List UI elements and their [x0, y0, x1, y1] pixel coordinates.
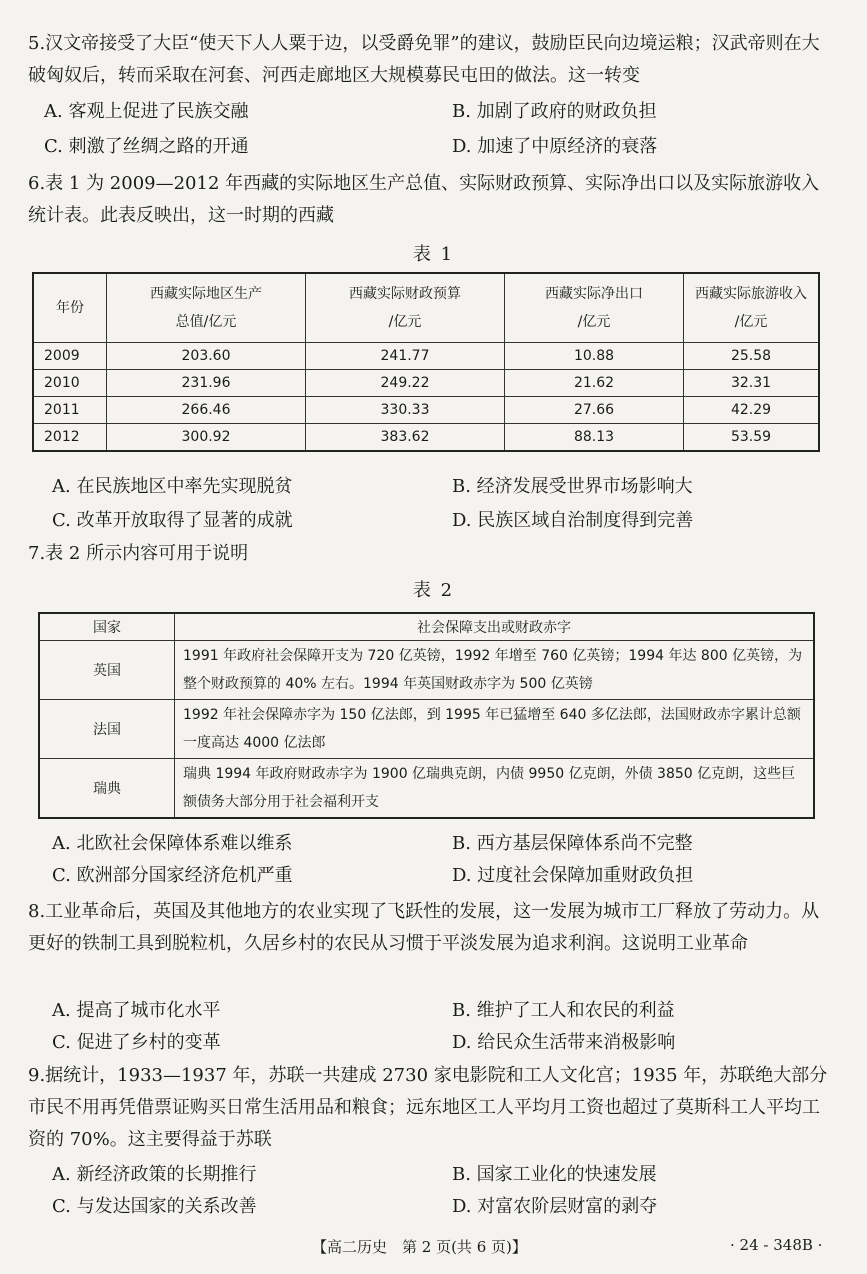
question-8-option-d: D. 给民众生活带来消极影响 — [452, 1032, 676, 1053]
question-9-option-c: C. 与发达国家的关系改善 — [52, 1196, 257, 1217]
question-7-option-d: D. 过度社会保障加重财政负担 — [452, 865, 694, 886]
table-cell: 2009 — [33, 343, 107, 370]
table-cell: 英国 — [39, 641, 175, 700]
table-2-header-description: 社会保障支出或财政赤字 — [175, 613, 815, 641]
table-1 — [32, 272, 820, 452]
table-row — [33, 343, 819, 370]
table-cell: 300.92 — [107, 424, 306, 452]
question-9-stem: 9.据统计，1933—1937 年，苏联一共建成 2730 家电影院和工人文化宫；1935 年，苏联绝大部分市民不用再凭借票证购买日常生活用品和粮食；远东地区工人平均月工资也超过了莫斯科工人平均工资的 70%。这主要得益于苏联 — [28, 1065, 828, 1150]
table-2-caption: 表 2 — [412, 580, 455, 601]
table-cell: 2012 — [33, 424, 107, 452]
table-cell: 21.62 — [505, 370, 684, 397]
table-cell: 241.77 — [306, 343, 505, 370]
table-cell: 266.46 — [107, 397, 306, 424]
table-cell: 27.66 — [505, 397, 684, 424]
question-7-option-b: B. 西方基层保障体系尚不完整 — [452, 833, 693, 854]
table-cell: 瑞典 1994 年政府财政赤字为 1900 亿瑞典克朗，内债 9950 亿克朗，外债 3850 亿克朗，这些巨额债务大部分用于社会福利开支 — [175, 759, 815, 819]
table-row — [33, 370, 819, 397]
table-cell: 383.62 — [306, 424, 505, 452]
table-cell: 1992 年社会保障赤字为 150 亿法郎，到 1995 年已猛增至 640 多亿法郎，法国财政赤字累计总额一度高达 4000 亿法郎 — [175, 700, 815, 759]
question-6-stem: 6.表 1 为 2009—2012 年西藏的实际地区生产总值、实际财政预算、实际净出口以及实际旅游收入统计表。此表反映出，这一时期的西藏 — [28, 173, 820, 226]
table-cell: 203.60 — [107, 343, 306, 370]
question-5-option-a: A. 客观上促进了民族交融 — [44, 101, 249, 122]
table-2-header-row — [39, 613, 814, 641]
table-2 — [38, 612, 815, 819]
table-row — [33, 397, 819, 424]
question-5-stem: 5.汉文帝接受了大臣“使天下人人粟于边，以受爵免罪”的建议，鼓励臣民向边境运粮；汉武帝则在大破匈奴后，转而采取在河套、河西走廊地区大规模募民屯田的做法。这一转变 — [28, 33, 820, 86]
question-7-option-c: C. 欧洲部分国家经济危机严重 — [52, 865, 293, 886]
page-footer-code: · 24 - 348B · — [730, 1236, 823, 1254]
question-9-option-a: A. 新经济政策的长期推行 — [52, 1164, 257, 1185]
table-cell: 1991 年政府社会保障开支为 720 亿英镑，1992 年增至 760 亿英镑；1994 年达 800 亿英镑，为整个财政预算的 40% 左右。1994 年英国财政赤字为 500 亿英镑 — [175, 641, 815, 700]
table-cell: 法国 — [39, 700, 175, 759]
table-2-header-country: 国家 — [39, 613, 175, 641]
question-6-option-d: D. 民族区域自治制度得到完善 — [452, 510, 694, 531]
table-cell: 88.13 — [505, 424, 684, 452]
question-7-option-a: A. 北欧社会保障体系难以维系 — [52, 833, 293, 854]
question-8-option-c: C. 促进了乡村的变革 — [52, 1032, 221, 1053]
table-cell: 231.96 — [107, 370, 306, 397]
question-6-option-c: C. 改革开放取得了显著的成就 — [52, 510, 293, 531]
table-cell: 10.88 — [505, 343, 684, 370]
table-cell: 25.58 — [684, 343, 820, 370]
table-1-header-budget: 西藏实际财政预算 /亿元 — [306, 273, 505, 343]
question-8-option-b: B. 维护了工人和农民的利益 — [452, 1000, 675, 1021]
table-cell: 2010 — [33, 370, 107, 397]
table-cell: 53.59 — [684, 424, 820, 452]
question-7-stem: 7.表 2 所示内容可用于说明 — [28, 543, 249, 564]
question-6-option-a: A. 在民族地区中率先实现脱贫 — [52, 476, 293, 497]
page-footer-title: 【高二历史 第 2 页(共 6 页)】 — [312, 1238, 527, 1256]
table-1-header-gdp: 西藏实际地区生产 总值/亿元 — [107, 273, 306, 343]
question-8-option-a: A. 提高了城市化水平 — [52, 1000, 221, 1021]
question-5-option-b: B. 加剧了政府的财政负担 — [452, 101, 657, 122]
table-cell: 249.22 — [306, 370, 505, 397]
table-1-header-net-export: 西藏实际净出口 /亿元 — [505, 273, 684, 343]
table-cell: 2011 — [33, 397, 107, 424]
table-cell: 32.31 — [684, 370, 820, 397]
question-9-option-d: D. 对富农阶层财富的剥夺 — [452, 1196, 658, 1217]
table-1-caption: 表 1 — [412, 244, 455, 265]
table-1-header-tourism: 西藏实际旅游收入 /亿元 — [684, 273, 820, 343]
table-cell: 330.33 — [306, 397, 505, 424]
table-row — [33, 424, 819, 452]
question-5-option-c: C. 刺激了丝绸之路的开通 — [44, 136, 249, 157]
question-6-option-b: B. 经济发展受世界市场影响大 — [452, 476, 693, 497]
table-cell: 瑞典 — [39, 759, 175, 819]
table-row — [39, 700, 814, 759]
question-9-option-b: B. 国家工业化的快速发展 — [452, 1164, 657, 1185]
table-row — [39, 759, 814, 819]
question-5-option-d: D. 加速了中原经济的衰落 — [452, 136, 658, 157]
table-1-header-row — [33, 273, 819, 343]
table-row — [39, 641, 814, 700]
question-8-stem: 8.工业革命后，英国及其他地方的农业实现了飞跃性的发展，这一发展为城市工厂释放了劳动力。从更好的铁制工具到脱粒机，久居乡村的农民从习惯于平淡发展为追求利润。这说明工业革命 — [28, 901, 820, 954]
table-1-header-year: 年份 — [33, 273, 107, 343]
table-cell: 42.29 — [684, 397, 820, 424]
